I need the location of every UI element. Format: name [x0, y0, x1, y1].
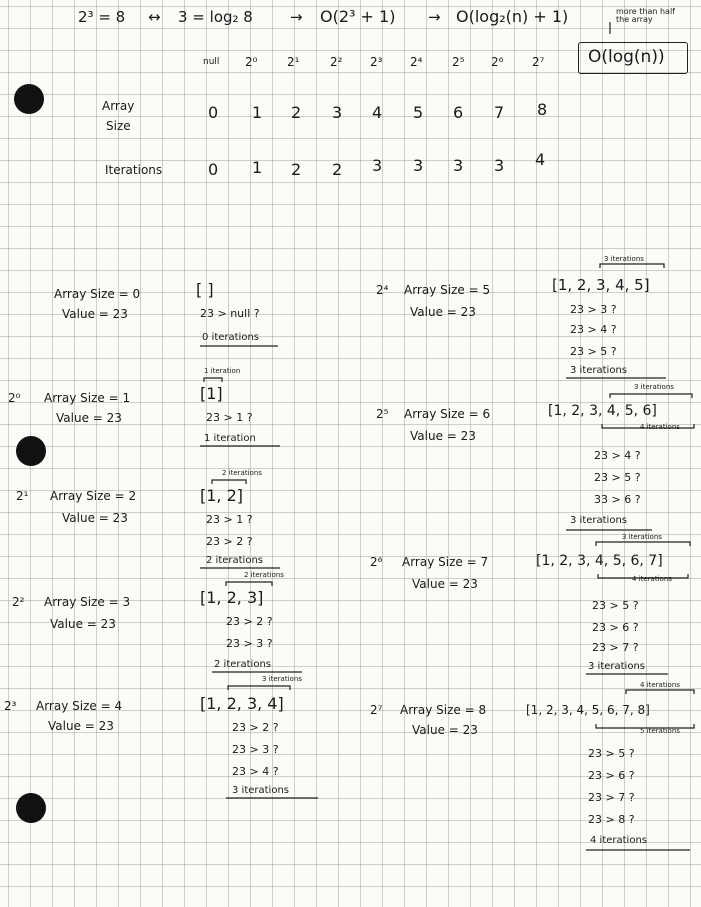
- comparison-step: 23 > 3 ?: [232, 743, 279, 756]
- power-cell: 2²: [330, 55, 343, 69]
- power-cell: null: [203, 57, 220, 67]
- bracket-stroke: [600, 264, 664, 268]
- bracket-note: 1 iteration: [204, 367, 241, 375]
- value-label: Value = 23: [48, 719, 114, 733]
- comparison-step: 23 > 7 ?: [588, 791, 635, 804]
- comparison-step: 23 > null ?: [200, 307, 260, 320]
- size-cell: 4: [372, 103, 383, 122]
- comparison-step: 23 > 2 ?: [226, 615, 273, 628]
- power-cell: 2⁵: [452, 55, 465, 69]
- bracket-stroke: [212, 480, 246, 484]
- arrow-1: →: [290, 8, 303, 26]
- answer-text: O(log(n)): [588, 47, 665, 67]
- power-label: 2¹: [16, 489, 29, 503]
- iteration-total: 1 iteration: [204, 433, 256, 444]
- value-label: Value = 23: [62, 511, 128, 525]
- bracket-stroke: [626, 690, 694, 694]
- value-label: Value = 23: [412, 577, 478, 591]
- big-o-power: O(2³ + 1): [320, 7, 396, 26]
- iteration-cell: 4: [535, 150, 546, 169]
- power-label: 2²: [12, 595, 25, 609]
- power-cell: 2³: [370, 55, 383, 69]
- iteration-cell: 2: [332, 160, 343, 179]
- bracket-stroke-lower: [596, 724, 694, 728]
- big-o-log: O(log₂(n) + 1): [456, 7, 569, 26]
- comparison-step: 23 > 2 ?: [232, 721, 279, 734]
- iteration-total: 3 iterations: [570, 515, 627, 526]
- value-label: Value = 23: [410, 305, 476, 319]
- power-label: 2⁷: [370, 703, 383, 717]
- value-label: Value = 23: [410, 429, 476, 443]
- comparison-step: 23 > 3 ?: [570, 303, 617, 316]
- size-cell: 0: [208, 103, 219, 122]
- power-label: 2⁵: [376, 407, 389, 421]
- power-cell: 2⁴: [410, 55, 423, 69]
- array-literal: [1, 2]: [200, 486, 244, 505]
- array-size-label: Array Size = 6: [404, 407, 491, 421]
- comparison-step: 23 > 5 ?: [592, 599, 639, 612]
- bracket-stroke-lower: [602, 424, 694, 428]
- comparison-step: 23 > 6 ?: [592, 621, 639, 634]
- comparison-step: 23 > 4 ?: [232, 765, 279, 778]
- iteration-total: 0 iterations: [202, 332, 259, 343]
- power-cell: 2¹: [287, 55, 300, 69]
- array-size-label: Array Size = 8: [400, 703, 487, 717]
- log-equation: 3 = log₂ 8: [178, 8, 253, 26]
- comparison-step: 23 > 8 ?: [588, 813, 635, 826]
- comparison-step: 23 > 1 ?: [206, 513, 253, 526]
- array-literal: [1, 2, 3, 4, 5, 6, 7, 8]: [526, 703, 650, 717]
- array-size-label: Array Size = 4: [36, 699, 123, 713]
- size-cell: 7: [494, 103, 505, 122]
- bracket-note: 3 iterations: [604, 255, 644, 263]
- power-label: 2³: [4, 699, 17, 713]
- bracket-note: 2 iterations: [222, 469, 262, 477]
- bracket-note-lower: 4 iterations: [632, 575, 672, 583]
- array-size-label: Array Size = 1: [44, 391, 131, 405]
- value-label: Value = 23: [50, 617, 116, 631]
- iteration-cell: 1: [252, 158, 263, 177]
- bracket-note: 2 iterations: [244, 571, 284, 579]
- iteration-cell: 3: [494, 156, 505, 175]
- array-literal: [ ]: [196, 280, 214, 299]
- size-cell: 1: [252, 103, 263, 122]
- array-size-label: Array Size = 3: [44, 595, 131, 609]
- iteration-total: 2 iterations: [214, 659, 271, 670]
- comparison-step: 23 > 4 ?: [570, 323, 617, 336]
- comparison-step: 23 > 3 ?: [226, 637, 273, 650]
- power-label: 2⁰: [8, 391, 21, 405]
- comparison-step: 23 > 1 ?: [206, 411, 253, 424]
- array-literal: [1, 2, 3, 4, 5]: [552, 276, 650, 294]
- arrow-2: →: [428, 8, 441, 26]
- bracket-note: 3 iterations: [622, 533, 662, 541]
- power-label: 2⁶: [370, 555, 383, 569]
- value-label: Value = 23: [62, 307, 128, 321]
- iteration-cell: 3: [372, 156, 383, 175]
- bracket-note-lower: 5 iterations: [640, 727, 680, 735]
- comparison-step: 23 > 5 ?: [588, 747, 635, 760]
- comparison-step: 23 > 2 ?: [206, 535, 253, 548]
- comparison-step: 23 > 5 ?: [570, 345, 617, 358]
- comparison-step: 23 > 5 ?: [594, 471, 641, 484]
- bracket-note: 4 iterations: [640, 681, 680, 689]
- array-literal: [1]: [200, 384, 223, 403]
- array-size-label: Array Size = 2: [50, 489, 137, 503]
- iteration-total: 3 iterations: [570, 365, 627, 376]
- size-cell: 6: [453, 103, 464, 122]
- bracket-stroke: [228, 686, 290, 690]
- comparison-step: 33 > 6 ?: [594, 493, 641, 506]
- iteration-cell: 3: [413, 156, 424, 175]
- iteration-total: 2 iterations: [206, 555, 263, 566]
- iff-symbol: ↔: [148, 8, 161, 26]
- iteration-cell: 0: [208, 160, 219, 179]
- comparison-step: 23 > 4 ?: [594, 449, 641, 462]
- bracket-stroke: [204, 378, 222, 382]
- array-size-label: Array Size = 7: [402, 555, 489, 569]
- iteration-cell: 3: [453, 156, 464, 175]
- row-label-array: Array: [102, 99, 135, 113]
- array-size-label: Array Size = 5: [404, 283, 491, 297]
- comparison-step: 23 > 7 ?: [592, 641, 639, 654]
- bracket-note-lower: 4 iterations: [640, 423, 680, 431]
- size-cell: 8: [537, 100, 548, 119]
- iteration-total: 4 iterations: [590, 835, 647, 846]
- array-size-label: Array Size = 0: [54, 287, 141, 301]
- array-literal: [1, 2, 3, 4]: [200, 694, 284, 713]
- size-cell: 2: [291, 103, 302, 122]
- iteration-total: 3 iterations: [232, 785, 289, 796]
- power-cell: 2⁰: [245, 55, 258, 69]
- iteration-cell: 2: [291, 160, 302, 179]
- size-cell: 5: [413, 103, 424, 122]
- bracket-stroke: [596, 542, 690, 546]
- row-label-size: Size: [106, 119, 131, 133]
- power-cell: 2⁶: [491, 55, 504, 69]
- bracket-stroke-lower: [598, 574, 688, 578]
- array-literal: [1, 2, 3, 4, 5, 6]: [548, 403, 657, 419]
- bracket-note: 3 iterations: [634, 383, 674, 391]
- array-literal: [1, 2, 3]: [200, 588, 264, 607]
- bracket-note: 3 iterations: [262, 675, 302, 683]
- size-cell: 3: [332, 103, 343, 122]
- bracket-stroke: [610, 394, 692, 398]
- power-equation: 2³ = 8: [78, 8, 126, 26]
- half-array-note: more than half the array: [616, 7, 675, 25]
- value-label: Value = 23: [412, 723, 478, 737]
- comparison-step: 23 > 6 ?: [588, 769, 635, 782]
- array-literal: [1, 2, 3, 4, 5, 6, 7]: [536, 553, 663, 569]
- bracket-stroke: [226, 582, 272, 586]
- value-label: Value = 23: [56, 411, 122, 425]
- power-cell: 2⁷: [532, 55, 545, 69]
- row-label-iterations: Iterations: [105, 163, 163, 177]
- iteration-total: 3 iterations: [588, 661, 645, 672]
- power-label: 2⁴: [376, 283, 389, 297]
